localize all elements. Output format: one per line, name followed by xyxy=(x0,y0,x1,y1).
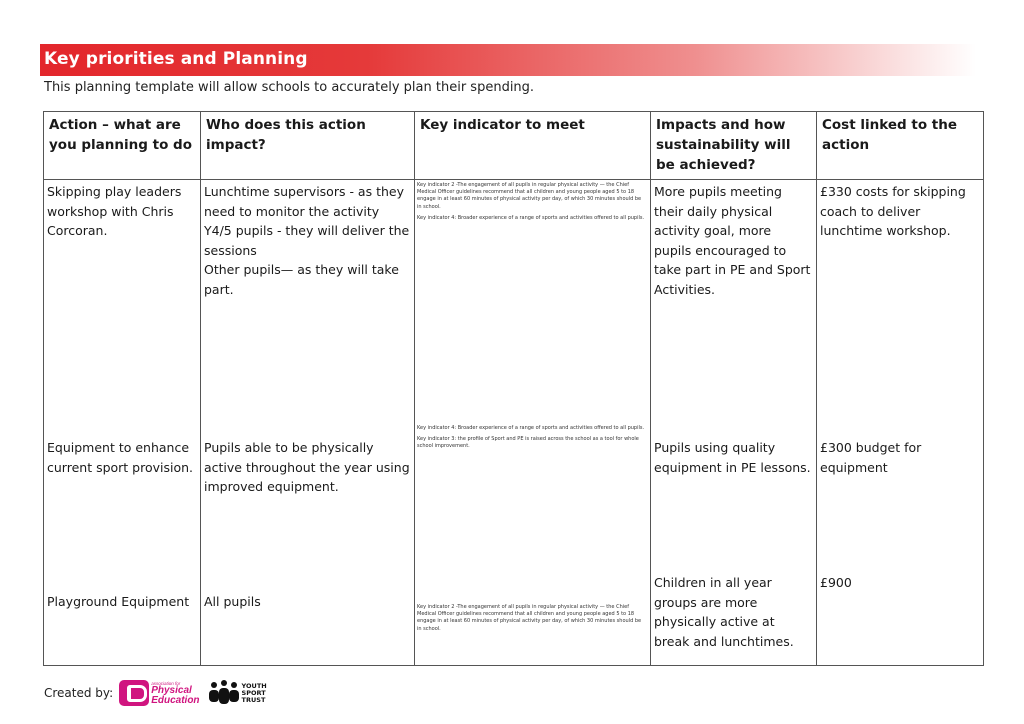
indicator-text: Key indicator 2 -The engagement of all pupils in regular physical activity — the Chief Medical Officer guidelines recommend that all children and young people aged 5 to 18 engage in at least 60 minutes of physical activity per day, of which 30 minutes should be in school. xyxy=(417,182,642,210)
action-cell: Equipment to enhance current sport provision. xyxy=(47,440,194,475)
indicator-text: Key indicator 2 -The engagement of all pupils in regular physical activity — the Chief Medical Officer guidelines recommend that all children and young people aged 5 to 18 engage in at least 60 minutes of physical activity per day, of which 30 minutes should be in school. xyxy=(417,604,642,632)
intro-text: This planning template will allow schools to accurately plan their spending. xyxy=(44,80,535,95)
yst-logo xyxy=(208,680,267,706)
action-cell: Skipping play leaders workshop with Chris Corcoran. xyxy=(47,184,182,238)
cost-cell: £900 xyxy=(820,575,852,590)
section-banner xyxy=(40,44,976,76)
sustainability-column xyxy=(651,180,817,666)
header-action: Action – what are you planning to do xyxy=(44,112,201,180)
indicator-cell xyxy=(417,425,646,455)
indicator-text: Key indicator 3: the profile of Sport and PE is raised across the school as a tool for whole school improvement. xyxy=(417,436,639,450)
indicator-text: Key indicator 4: Broader experience of a range of sports and activities offered to all pupils. xyxy=(417,425,645,431)
header-who-impacted: Who does this action impact? xyxy=(201,112,415,180)
cost-column xyxy=(817,180,984,666)
cost-cell: £300 budget for equipment xyxy=(820,440,922,475)
footer xyxy=(44,680,267,706)
afpe-mark-icon xyxy=(119,680,149,706)
afpe-small-text: association for xyxy=(151,680,181,686)
impact-line: Y4/5 pupils - they will deliver the sessions xyxy=(204,223,410,258)
afpe-line2: Education xyxy=(151,694,200,706)
afpe-wordmark xyxy=(151,681,199,706)
sustainability-cell: Children in all year groups are more physically active at break and lunchtimes. xyxy=(654,575,794,649)
impact-cell: Pupils able to be physically active throughout the year using improved equipment. xyxy=(204,440,410,494)
yst-figures-icon xyxy=(208,680,240,706)
sustainability-cell: Pupils using quality equipment in PE lessons. xyxy=(654,440,811,475)
header-key-indicator: Key indicator to meet xyxy=(415,112,651,180)
indicator-cell xyxy=(417,182,646,226)
header-sustainability: Impacts and how sustainability will be achieved? xyxy=(651,112,817,180)
afpe-logo xyxy=(119,680,199,706)
impact-line: Other pupils— as they will take part. xyxy=(204,262,399,297)
afpe-line1: Physical xyxy=(151,684,192,696)
header-cost: Cost linked to the action xyxy=(817,112,984,180)
sustainability-cell: More pupils meeting their daily physical activity goal, more pupils encouraged to take part in PE and Sport Activities. xyxy=(654,184,811,297)
action-cell: Playground Equipment xyxy=(47,594,190,609)
impact-column xyxy=(201,180,415,666)
impact-line: Lunchtime supervisors - as they need to monitor the activity xyxy=(204,184,404,219)
indicator-column xyxy=(415,180,651,666)
yst-wordmark xyxy=(242,683,267,704)
table-header-row xyxy=(44,112,984,180)
yst-line3: TRUST xyxy=(241,695,266,704)
cost-cell: £330 costs for skipping coach to deliver lunchtime workshop. xyxy=(820,184,966,238)
impact-cell xyxy=(204,182,410,299)
action-column xyxy=(44,180,201,666)
yst-line1: YOUTH xyxy=(241,681,267,690)
indicator-text: Key indicator 4: Broader experience of a range of sports and activities offered to all pupils. xyxy=(417,214,645,221)
table-body-row xyxy=(44,180,984,666)
yst-line2: SPORT xyxy=(241,688,266,697)
indicator-cell xyxy=(417,604,646,637)
section-title: Key priorities and Planning xyxy=(44,49,308,69)
created-by-label: Created by: xyxy=(44,686,114,700)
planning-table xyxy=(43,111,984,666)
impact-cell: All pupils xyxy=(204,594,261,609)
